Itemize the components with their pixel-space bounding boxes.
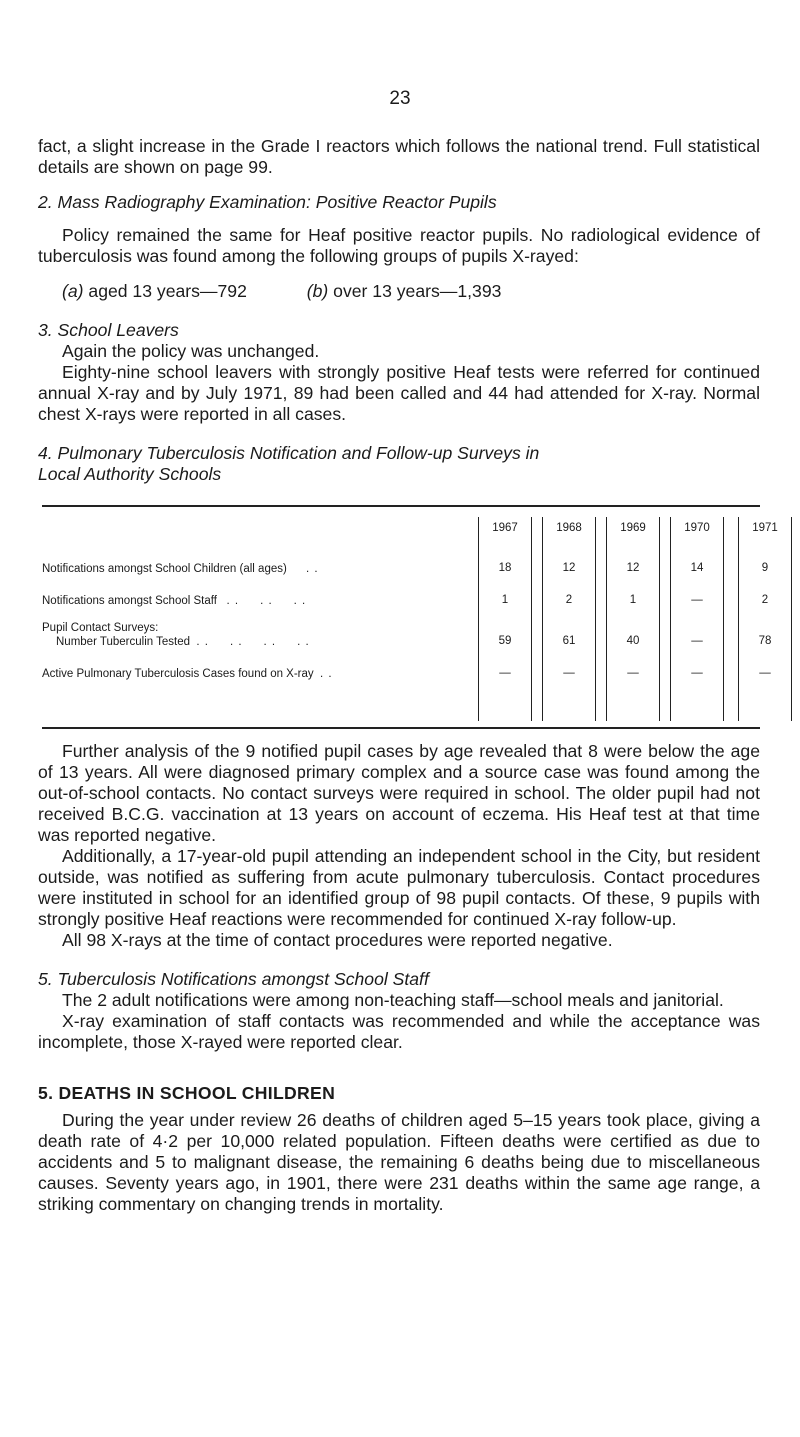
deaths-paragraph: During the year under review 26 deaths of children aged 5–15 years took place, giving a death rate of 4·2 per 10,000 related population. Fifteen deaths were certified as due to accidents and 5 to malignant disease, the remaining 6 deaths being due to miscellaneous causes. Seventy years ago, in 1901, there were 231 deaths within the same age range, a striking commentary on changing trends in mortality. [38, 1110, 760, 1214]
group-b-text: over 13 years—1,393 [333, 281, 502, 301]
table-cell: 2 [565, 594, 573, 606]
year-column-1969 [606, 517, 660, 721]
year-column-1971 [738, 517, 792, 721]
year-header: 1970 [684, 522, 710, 534]
section-2-paragraph: Policy remained the same for Heaf positive reactor pupils. No radiological evidence of tuberculosis was found among the following groups of pupils X-rayed: [38, 225, 760, 266]
year-header: 1967 [492, 522, 518, 534]
year-column-1970 [670, 517, 724, 721]
table-cell: — [627, 667, 639, 679]
intro-paragraph: fact, a slight increase in the Grade I reactors which follows the national trend. Full statistical details are shown on page 99. [38, 136, 760, 177]
table-cell: — [691, 635, 703, 647]
section-4-paragraph-2: Additionally, a 17-year-old pupil attending an independent school in the City, but resident outside, was notified as suffering from acute pulmonary tuberculosis. Contact procedures were instituted in school for an identified group of 98 pupil contacts. Of these, 9 pupils with strongly positive Heaf reactions were recommended for continued X-ray follow-up. [38, 846, 760, 929]
section-2-heading: 2. Mass Radiography Examination: Positive Reactor Pupils [38, 192, 497, 212]
row-dots: . . . . . . [226, 595, 307, 607]
table-cell: 2 [761, 594, 769, 606]
deaths-section-heading: 5. DEATHS IN SCHOOL CHILDREN [38, 1083, 336, 1103]
table-cell: 61 [562, 635, 576, 647]
year-header: 1969 [620, 522, 646, 534]
table-cell: — [563, 667, 575, 679]
table-cell: 1 [501, 594, 509, 606]
year-header: 1968 [556, 522, 582, 534]
table-row-label [42, 594, 306, 608]
section-5-paragraph-1: The 2 adult notifications were among non-teaching staff—school meals and janitorial. [62, 990, 724, 1010]
row-dots: . . . . . . . . [196, 636, 310, 648]
table-cell: — [691, 594, 703, 606]
row-label-text: Notifications amongst School Staff [42, 595, 217, 607]
table-cell: — [691, 667, 703, 679]
group-a-label: (a) [62, 281, 84, 301]
row-label-text: Active Pulmonary Tuberculosis Cases found on X-ray [42, 668, 314, 680]
table-row-label [42, 562, 319, 576]
section-3-heading: 3. School Leavers [38, 320, 179, 340]
row-label-text: Number Tuberculin Tested [56, 636, 191, 648]
row-label-text: Notifications amongst School Children (all ages) [42, 563, 287, 575]
table-cell: 59 [498, 635, 512, 647]
table-cell: 18 [498, 562, 512, 574]
section-2-groups [38, 281, 760, 302]
table-cell: — [759, 667, 771, 679]
section-5-heading: 5. Tuberculosis Notifications amongst School Staff [38, 969, 429, 989]
year-column-1967 [478, 517, 532, 721]
table-top-rule [42, 505, 760, 507]
document-body [38, 136, 778, 1215]
section-4-paragraph-1: Further analysis of the 9 notified pupil cases by age revealed that 8 were below the age of 13 years. All were diagnosed primary complex and a source case was found among the out-of-school contacts. No contact surveys were required in school. The older pupil had not received B.C.G. vaccination at 13 years on account of eczema. His Heaf test at that time was reported negative. [38, 741, 760, 845]
year-column-1968 [542, 517, 596, 721]
table-row-label [42, 667, 333, 681]
table-cell: 12 [562, 562, 576, 574]
table-cell: — [499, 667, 511, 679]
year-header: 1971 [752, 522, 778, 534]
group-a-text: aged 13 years—792 [88, 281, 247, 301]
row-dots: . . [320, 668, 333, 680]
row-label-heading: Pupil Contact Surveys: [42, 622, 159, 634]
table-row-label [42, 621, 310, 649]
section-3-paragraph-1: Again the policy was unchanged. [62, 341, 320, 361]
table-cell: 9 [761, 562, 769, 574]
table-cell: 12 [626, 562, 640, 574]
section-4-heading-line-1: 4. Pulmonary Tuberculosis Notification and Follow-up Surveys in [38, 443, 540, 463]
table-cell: 1 [629, 594, 637, 606]
page-number: 23 [389, 88, 411, 109]
section-3-paragraph-2: Eighty-nine school leavers with strongly positive Heaf tests were referred for continued annual X-ray and by July 1971, 89 had been called and 44 had attended for X-ray. Normal chest X-rays were reported in all cases. [38, 362, 760, 424]
table-cell: 14 [690, 562, 704, 574]
notifications-table [38, 505, 778, 729]
section-4-paragraph-3: All 98 X-rays at the time of contact procedures were reported negative. [62, 930, 613, 950]
section-4-heading-line-2: Local Authority Schools [38, 464, 222, 484]
table-cell: 40 [626, 635, 640, 647]
table-cell: 78 [758, 635, 772, 647]
row-dots: . . [306, 563, 319, 575]
table-bottom-rule [42, 727, 760, 729]
section-5-paragraph-2: X-ray examination of staff contacts was recommended and while the acceptance was incomplete, those X-rayed were reported clear. [38, 1011, 760, 1052]
group-b-label: (b) [306, 281, 329, 301]
